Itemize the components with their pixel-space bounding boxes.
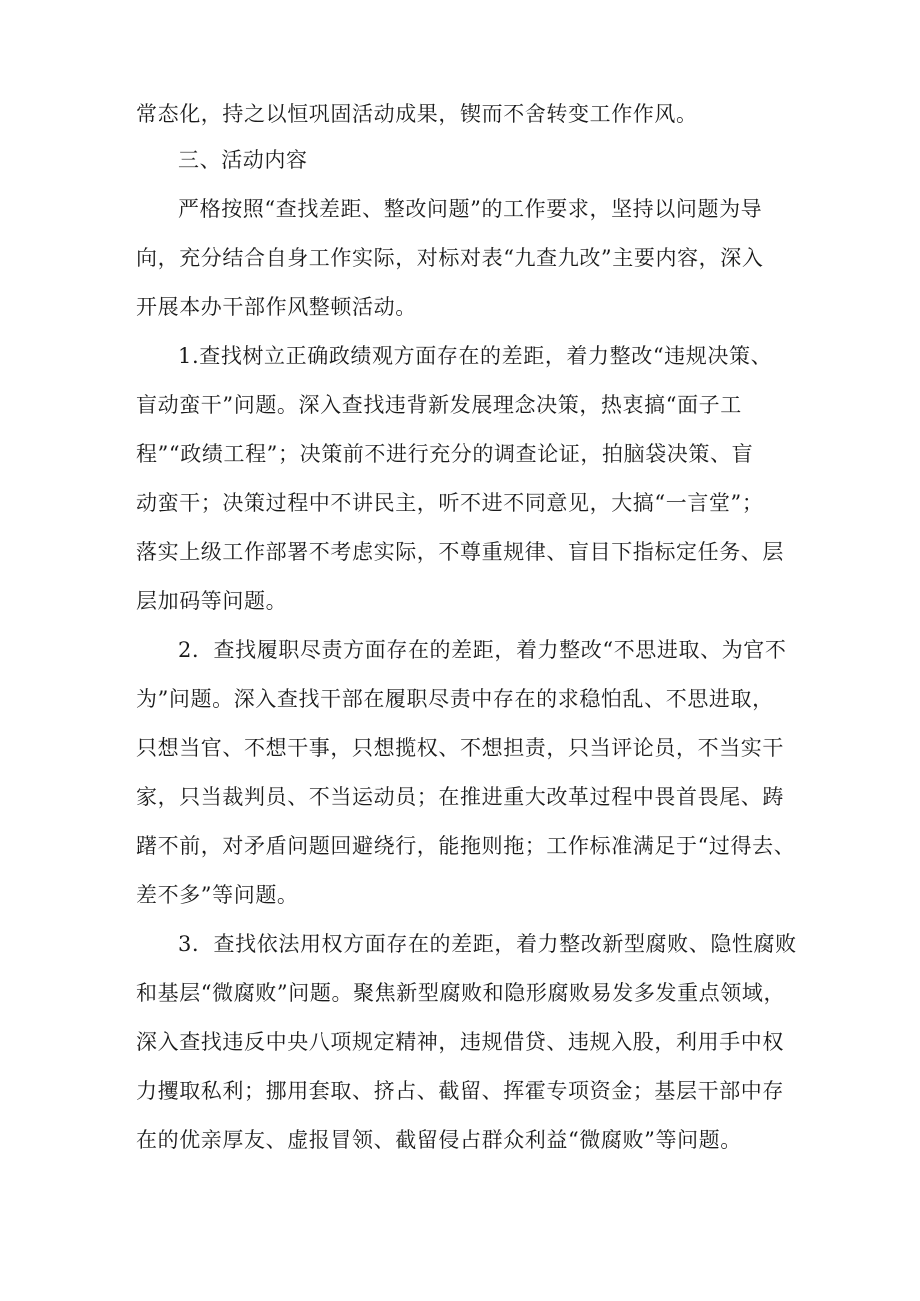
paragraph-line: 力攫取私利；挪用套取、挤占、截留、挥霍专项资金；基层干部中存: [136, 1079, 784, 1103]
paragraph-line: 深入查找违反中央八项规定精神，违规借贷、违规入股，利用手中权: [136, 1030, 784, 1054]
paragraph-line: 常态化，持之以恒巩固活动成果，锲而不舍转变工作作风。: [136, 102, 698, 126]
paragraph-line: 和基层“微腐败”问题。聚焦新型腐败和隐形腐败易发多发重点领域，: [136, 981, 786, 1005]
paragraph-line: 躇不前，对矛盾问题回避绕行，能拖则拖；工作标准满足于“过得去、: [136, 834, 796, 858]
paragraph-line: 落实上级工作部署不考虑实际，不尊重规律、盲目下指标定任务、层: [136, 540, 784, 564]
list-item-1-line: 1.查找树立正确政绩观方面存在的差距，着力整改“违规决策、: [178, 344, 773, 368]
paragraph-line: 程”“政绩工程”；决策前不进行充分的调查论证，拍脑袋决策、盲: [136, 442, 754, 466]
paragraph-line: 开展本办干部作风整顿活动。: [136, 295, 417, 319]
paragraph-line: 盲动蛮干”问题。深入查找违背新发展理念决策，热衷搞“面子工: [136, 393, 742, 417]
paragraph-line: 严格按照“查找差距、整改问题”的工作要求，坚持以问题为导: [178, 197, 763, 221]
paragraph-line: 只想当官、不想干事，只想揽权、不想担责，只当评论员，不当实干: [136, 736, 784, 760]
paragraph-line: 家，只当裁判员、不当运动员；在推进重大改革过程中畏首畏尾、踌: [136, 785, 784, 809]
paragraph-line: 层加码等问题。: [136, 589, 288, 613]
list-item-3-line: 3．查找依法用权方面存在的差距，着力整改新型腐败、隐性腐败: [178, 932, 797, 956]
list-item-2-line: 2．查找履职尽责方面存在的差距，着力整改“不思进取、为官不: [178, 638, 787, 662]
paragraph-line: 差不多”等问题。: [136, 883, 299, 907]
paragraph-line: 为”问题。深入查找干部在履职尽责中存在的求稳怕乱、不思进取，: [136, 687, 774, 711]
section-heading: 三、活动内容: [178, 148, 308, 172]
paragraph-line: 动蛮干；决策过程中不讲民主，听不进不同意见，大搞“一言堂”；: [136, 491, 764, 515]
paragraph-line: 在的优亲厚友、虚报冒领、截留侵占群众利益“微腐败”等问题。: [136, 1128, 742, 1152]
paragraph-line: 向，充分结合自身工作实际，对标对表“九查九改”主要内容，深入: [136, 246, 764, 270]
